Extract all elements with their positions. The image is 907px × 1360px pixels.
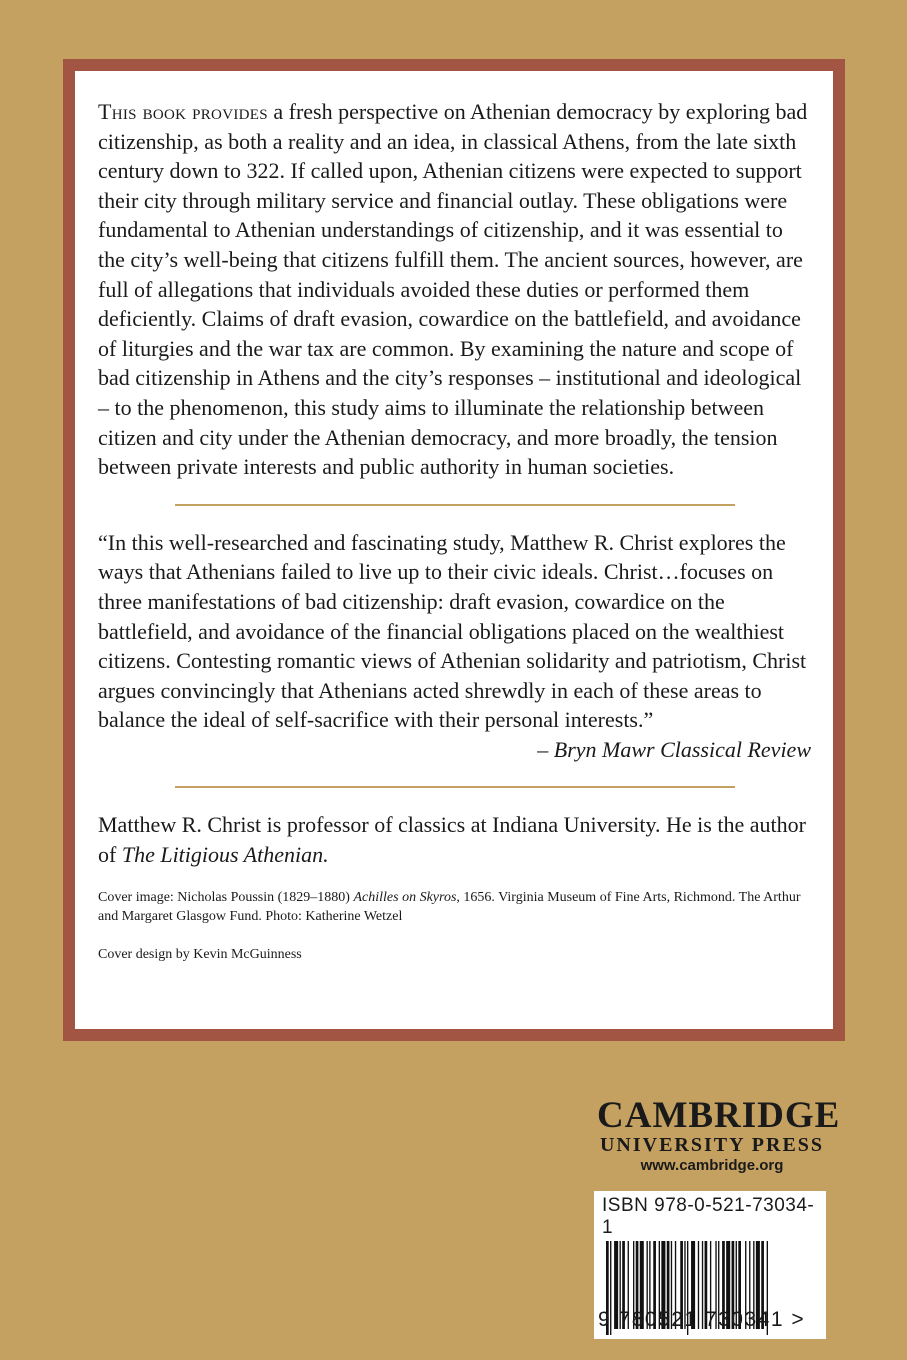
- barcode: [594, 1191, 826, 1339]
- review-quote: “In this well-researched and fascinating study, Matthew R. Christ explores the ways that Athenians failed to live up to their civic ideals. Christ…focuses on three manifestations of bad citizenship: draft evasion, cowardice on the battlefield, and avoidance of the financial obligations placed on the wealthiest citizens. Contesting romantic views of Athenian solidarity and patriotism, Christ argues convincingly that Athenians acted shrewdly in each of these areas to balance the ideal of self-sacrifice with their personal interests.”: [98, 529, 807, 733]
- book-blurb: [98, 97, 811, 482]
- author-bio: [98, 810, 811, 869]
- author-previous-book: The Litigious Athenian.: [121, 842, 329, 868]
- divider-rule: [175, 504, 735, 506]
- barcode-digits: 9 780521 730341 >: [598, 1308, 806, 1331]
- credit-prefix: Cover image: Nicholas Poussin (1829–1880): [98, 889, 354, 905]
- cover-frame: [63, 59, 845, 1041]
- publisher-url: www.cambridge.org: [640, 1157, 784, 1174]
- blurb-lead: This book provides: [98, 99, 268, 124]
- author-bio-text: Matthew R. Christ is professor of classics at Indiana University. He is the author of: [98, 812, 806, 868]
- cover-design-credit: Cover design by Kevin McGuinness: [98, 946, 302, 962]
- blurb-text: a fresh perspective on Athenian democracy by exploring bad citizenship, as both a reality and an idea, in classical Athens, from the late sixth century down to 322. If called upon, Athenian citizens were expected to support their city through military service and financial outlay. These obligations were fundamental to Athenian understandings of citizenship, and it was essential to the city’s well-being that citizens fulfill them. The ancient sources, however, are full of allegations that individuals avoided these duties or performed them deficiently. Claims of draft evasion, cowardice on the battlefield, and avoidance of liturgies and the war tax are common. By examining the nature and scope of bad citizenship in Athens and the city’s responses – institutional and ideological – to the phenomenon, this study aims to illuminate the relationship between citizen and city under the Athenian democracy, and more broadly, the tension between private interests and public authority in human societies.: [98, 99, 808, 480]
- text-panel: [75, 71, 833, 1029]
- isbn-label: ISBN 978-0-521-73034-1: [602, 1195, 815, 1238]
- divider-rule: [175, 786, 735, 788]
- credit-artwork-title: Achilles on Skyros: [353, 889, 457, 905]
- cover-image-credit: [98, 888, 811, 926]
- review-attribution: – Bryn Mawr Classical Review: [537, 736, 811, 762]
- publisher-subtitle: UNIVERSITY PRESS: [599, 1134, 825, 1156]
- publisher-logo: [597, 1095, 841, 1176]
- credit-suffix: , 1656. Virginia Museum of Fine Arts, Richmond. The Arthur and Margaret Glasgow Fund. Photo: Katherine Wetzel: [98, 889, 801, 924]
- publisher-name: CAMBRIDGE: [597, 1095, 841, 1136]
